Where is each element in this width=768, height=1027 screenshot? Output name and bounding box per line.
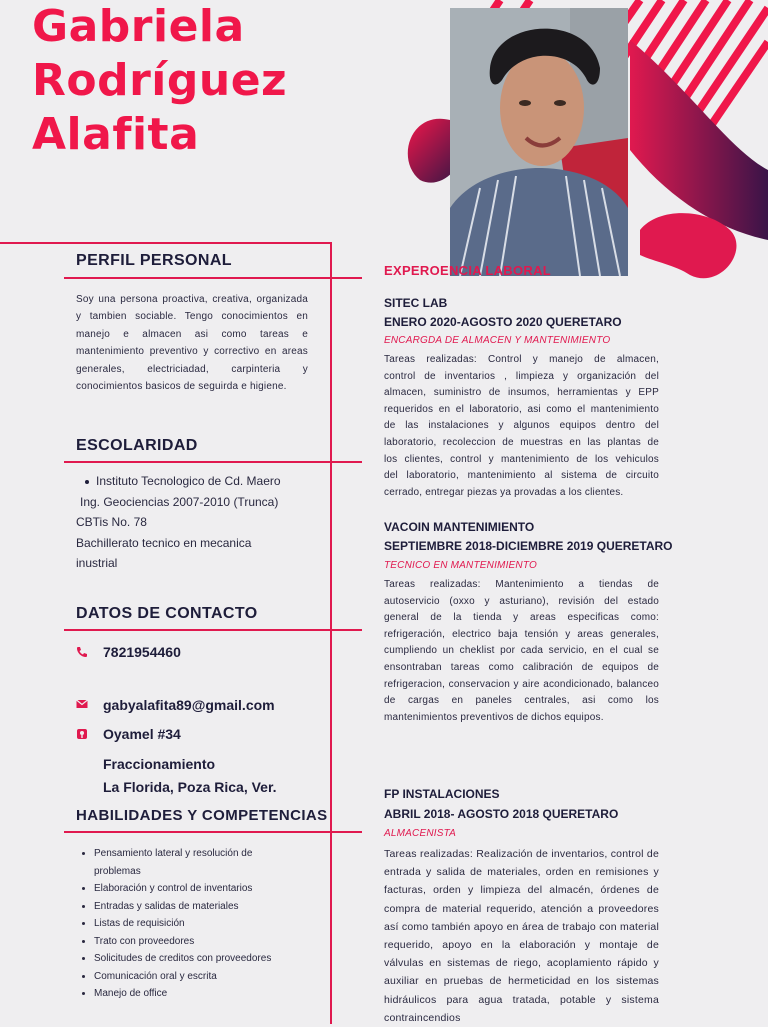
list-item: • Trato con proveedores bbox=[94, 933, 326, 951]
list-item-continued: problemas bbox=[94, 865, 141, 877]
list-item: • Entradas y salidas de materiales bbox=[94, 898, 326, 916]
list-item: • Solicitudes de creditos con proveedores bbox=[94, 950, 326, 968]
email-address[interactable]: gabyalafita89@gmail.com bbox=[103, 697, 275, 713]
perfil-text: Soy una persona proactiva, creativa, organizada y tambien sociable. Tengo conocimientos en manejo e almacen asi como tareas e mantenimiento preventivo y correctivo en areas generales, electriciadad, carpinteria y conocimientos basicos de seguirda e higiene. bbox=[76, 294, 308, 393]
address-line-2: Fraccionamiento bbox=[103, 756, 216, 772]
first-name: Gabriela bbox=[32, 1, 245, 52]
job-3-role: ALMACENISTA bbox=[384, 828, 457, 839]
job-1-role: ENCARGDA DE ALMACEN Y MANTENIMIENTO bbox=[384, 335, 611, 346]
habilidades-list bbox=[76, 845, 326, 1003]
list-item: CBTis No. 78 bbox=[76, 515, 147, 529]
list-item: Bachillerato tecnico en mecanica bbox=[76, 535, 252, 550]
section-title-perfil: PERFIL PERSONAL bbox=[76, 252, 232, 269]
section-title-contacto: DATOS DE CONTACTO bbox=[76, 605, 258, 622]
section-title-escolaridad: ESCOLARIDAD bbox=[76, 437, 198, 454]
section-title-habilidades: HABILIDADES Y COMPETENCIAS bbox=[76, 807, 328, 824]
section-title-experiencia: EXPEROENCIA LABORAL bbox=[384, 263, 552, 278]
job-2-company: VACOIN MANTENIMIENTO bbox=[384, 520, 535, 534]
divider-escolaridad bbox=[64, 461, 362, 463]
full-name bbox=[32, 0, 287, 162]
job-2-role: TECNICO EN MANTENIMIENTO bbox=[384, 560, 537, 571]
divider-habilidades bbox=[64, 831, 362, 833]
list-item: • Comunicación oral y escrita bbox=[94, 968, 326, 986]
profile-photo bbox=[450, 8, 628, 276]
envelope-icon bbox=[76, 699, 88, 711]
bullet-icon bbox=[85, 480, 89, 484]
list-item: • Manejo de office bbox=[94, 985, 326, 1003]
left-column-border bbox=[330, 242, 332, 1024]
job-3-date: ABRIL 2018- AGOSTO 2018 QUERETARO bbox=[384, 807, 619, 821]
list-item: • Listas de requisición bbox=[94, 915, 326, 933]
address-line-3: La Florida, Poza Rica, Ver. bbox=[103, 779, 277, 795]
list-item: inustrial bbox=[76, 556, 118, 570]
escolaridad-list bbox=[76, 471, 326, 574]
location-icon bbox=[76, 728, 88, 740]
list-item: • Pensamiento lateral y resolución de bbox=[94, 845, 326, 863]
list-item: Instituto Tecnologico de Cd. Maero bbox=[76, 471, 326, 492]
job-3-company: FP INSTALACIONES bbox=[384, 787, 500, 801]
job-1-description: Tareas realizadas: Control y manejo de almacen, control de inventarios , limpieza y organización del almacen, suministro de insumos, herramientas y EPP requeridos en el laboratorio, asi como el mantenimiento de las instalaciones y algunos equipos dentro del laboratorio, recoleccion de muestras en las plantas de los clientes, control y mantenimiento de los vehiculos del laboratorio, mantenimiento al sistema de circuito cerrado, entregar piezas ya provadas a los clientes. bbox=[384, 354, 659, 498]
list-item: • Elaboración y control de inventarios bbox=[94, 880, 326, 898]
job-3-description: Tareas realizadas: Realización de inventarios, control de entrada y salida de materiales, orden en remisiones y facturas, orden y limpieza del almacén, órdenes de compra de material requerido, atención a proveedores así como también apoyo en área de trabajo con material requerido, apoyo en la elaboración y montaje de válvulas en sistemas de riego, acoplamiento rápido y auxiliar en pruebas de hermeticidad en los sistemas hidráulicos para agua tratada, potable y sistema contraincendios bbox=[384, 848, 659, 1024]
divider-perfil bbox=[64, 277, 362, 279]
job-2-description: Tareas realizadas: Mantenimiento a tiendas de autoservicio (oxxo y asturiano), revisión del estado general de la tienda y areas especificas como: refrigeración, electrico baja tensión y areas generales, cumpliendo un cheklist por cada servicio, en el cual se ensontraban tareas como calibración de equipos de refrigeracion, conservacion y aire acondicionado, balanceo de cargas en paneles centrales, asi como los mantenimientos preventivos de dichos equipos. bbox=[384, 579, 659, 723]
list-item: Ing. Geociencias 2007-2010 (Trunca) bbox=[80, 494, 279, 509]
phone-icon bbox=[76, 646, 88, 658]
address-line-1: Oyamel #34 bbox=[103, 726, 181, 742]
left-top-border bbox=[0, 242, 332, 244]
phone-number[interactable]: 7821954460 bbox=[103, 644, 181, 660]
last-name-1: Rodríguez bbox=[32, 55, 288, 106]
divider-contacto bbox=[64, 629, 362, 631]
job-1-date: ENERO 2020-AGOSTO 2020 QUERETARO bbox=[384, 315, 622, 329]
job-2-date: SEPTIEMBRE 2018-DICIEMBRE 2019 QUERETARO bbox=[384, 539, 673, 553]
last-name-2: Alafita bbox=[32, 109, 200, 160]
job-1-company: SITEC LAB bbox=[384, 296, 448, 310]
